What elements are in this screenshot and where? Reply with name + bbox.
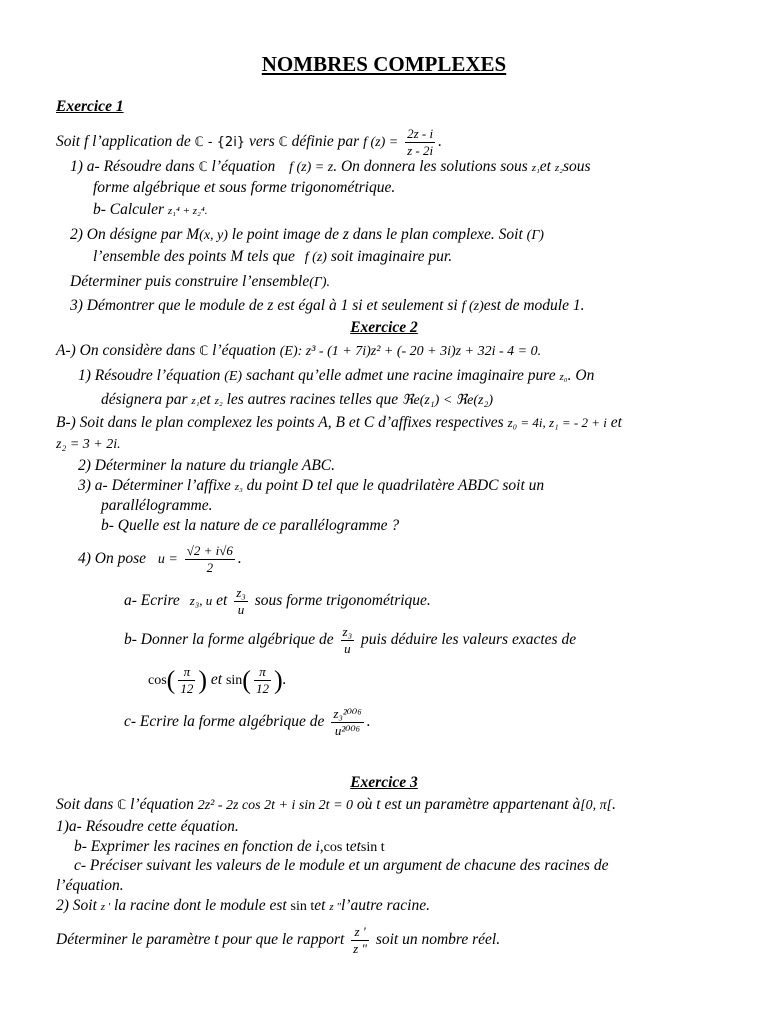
ex1-q2-line3	[70, 272, 330, 293]
math-var: z '	[100, 901, 111, 913]
math-interval: [0, π[	[580, 798, 613, 813]
fraction	[331, 706, 363, 739]
ex3-q1b	[74, 837, 385, 858]
denominator: 12	[180, 681, 194, 696]
math-expr: ℜe(z₁) < ℜe(z₂)	[402, 393, 494, 408]
ex1-q2	[70, 225, 544, 246]
text: et	[314, 897, 326, 914]
text: . On	[567, 367, 595, 384]
fraction	[178, 664, 195, 697]
text: l’équation	[130, 796, 194, 813]
ex2-q4b	[124, 624, 576, 657]
text: et	[199, 391, 211, 408]
numerator: 2z - i	[407, 126, 434, 141]
math-set: ℂ	[278, 135, 288, 151]
text: puis déduire les valeurs exactes de	[361, 631, 577, 649]
math-set: ℂ	[117, 798, 127, 813]
fraction	[185, 543, 235, 576]
fraction	[254, 664, 271, 697]
math-expr: (x, y)	[199, 228, 228, 243]
text: l’ensemble des points M tels que	[93, 248, 295, 265]
math-var: z₂	[214, 395, 223, 407]
fraction	[351, 924, 369, 957]
ex1-intro: Soit f l’application de ℂ - {2i} vers ℂ définie par f (z) = $\frac{2z - i}{z - 2i}$ .	[56, 126, 442, 158]
ex2-q3a	[78, 476, 544, 497]
heading-text: Exercice 3	[350, 774, 418, 791]
ex3-q1a: 1)a- Résoudre cette équation.	[56, 818, 239, 835]
ex1-q1a-line2: forme algébrique et sous forme trigonométrique.	[93, 179, 396, 196]
text: .	[612, 796, 616, 813]
text: soit imaginaire pur.	[330, 248, 453, 265]
text: définie par	[291, 133, 360, 151]
ex2-q4b-line2	[148, 664, 287, 697]
text: 2) On désigne par M	[70, 226, 200, 243]
math-expr: cos t	[323, 840, 350, 855]
ex3-q1c-line2: l’équation.	[56, 877, 124, 894]
text: Soit f l’application de	[56, 133, 191, 151]
math-expr: f (z) =	[363, 135, 399, 151]
math-expr: sin t	[290, 899, 315, 914]
text: sous forme trigonométrique.	[254, 592, 431, 610]
fraction	[405, 126, 435, 159]
ex2-q4c	[124, 706, 371, 739]
text: le point image de z dans le plan complexe. Soit	[231, 226, 523, 243]
exercise-3-heading	[0, 773, 768, 793]
denominator: z - 2i	[407, 143, 434, 158]
ex2-q3b: b- Quelle est la nature de ce parallélogramme ?	[101, 517, 400, 534]
text: 3) Démontrer que le module de z est égal à 1 si et seulement si	[70, 297, 458, 314]
math-expr: z₂ = 3 + 2i.	[56, 437, 121, 452]
ex2-q3a-line2: parallélogramme.	[101, 497, 213, 514]
ex2-A1-line2	[101, 390, 493, 411]
math-expr: (Γ).	[309, 275, 330, 290]
denominator: 12	[255, 681, 269, 696]
ex2-B	[56, 413, 622, 433]
text: l’équation	[212, 342, 276, 359]
math-expr: z₀ = 4i, z₁ = - 2 + i	[507, 415, 607, 430]
math-expr: z₃, u	[189, 593, 213, 609]
text: 2) Soit	[56, 897, 97, 914]
math-expr: u =	[157, 552, 178, 568]
numerator: π	[254, 664, 271, 681]
text: et	[210, 671, 223, 689]
paren: (	[166, 665, 176, 695]
text: vers	[248, 133, 275, 151]
ex3-q1c: c- Préciser suivant les valeurs de le module et un argument de chacune des racines de	[74, 857, 609, 874]
text: la racine dont le module est	[114, 897, 287, 914]
math-expr: sin t	[360, 840, 385, 855]
math-func: sin	[225, 673, 243, 689]
ex2-A	[56, 341, 541, 362]
text: .	[282, 671, 287, 689]
text: b- Donner la forme algébrique de	[124, 631, 334, 649]
math-expr: z₁⁴ + z₂⁴.	[167, 205, 208, 217]
page-title: NOMBRES COMPLEXES	[261, 52, 507, 76]
math-var: z₁	[191, 395, 200, 407]
math-equation: (E): z³ - (1 + 7i)z² + (- 20 + 3i)z + 32i - 4 = 0.	[279, 344, 542, 359]
math-func: cos	[148, 673, 167, 689]
text: .	[237, 550, 242, 568]
ex3-q2	[56, 896, 430, 917]
ex2-B-line2	[56, 434, 121, 455]
math-set: ℂ	[199, 344, 209, 359]
math-set: ℂ	[198, 160, 208, 175]
numerator: z₃	[236, 585, 246, 600]
text: sachant qu’elle admet une racine imaginaire pure	[245, 367, 556, 384]
paren: )	[273, 665, 283, 695]
text: soit un nombre réel.	[375, 931, 501, 949]
ex1-q3	[70, 296, 585, 317]
text: c- Ecrire la forme algébrique de	[124, 713, 325, 731]
heading-text: Exercice 2	[350, 319, 418, 336]
paren: (	[242, 665, 251, 695]
text: 4) On pose	[78, 550, 147, 568]
math-equation: 2z² - 2z cos 2t + i sin 2t = 0	[197, 798, 354, 813]
text: Soit dans	[56, 796, 114, 813]
text: et	[610, 414, 622, 431]
math-var: z₃	[234, 481, 243, 493]
ex3-intro	[56, 795, 616, 816]
math-expr: f (z)	[304, 250, 327, 265]
denominator: u	[344, 641, 351, 656]
text: sous	[562, 158, 591, 175]
ex2-q4	[78, 543, 242, 576]
math-expr: (E)	[224, 369, 243, 384]
denominator: 2	[206, 560, 214, 575]
text: b- Exprimer les racines en fonction de i,	[74, 838, 324, 855]
text: 1) a- Résoudre dans	[70, 158, 195, 175]
exercise-1-heading: Exercice 1	[56, 98, 124, 115]
text: où t est un paramètre appartenant à	[356, 796, 581, 813]
text: .	[366, 713, 371, 731]
ex2-A1	[78, 366, 594, 387]
math-set: ℂ - {2i}	[194, 135, 246, 151]
text: A-) On considère dans	[56, 342, 196, 359]
math-var: z "	[329, 901, 341, 913]
text: 3) a- Déterminer l’affixe	[78, 477, 231, 494]
numerator: z₃	[342, 624, 353, 639]
text: les autres racines telles que	[226, 391, 399, 408]
math-var: z₁	[531, 162, 540, 174]
text: est de module 1.	[483, 297, 585, 314]
paren: )	[198, 665, 208, 695]
text: désignera par	[101, 391, 188, 408]
ex3-q3	[56, 924, 500, 957]
text: B-) Soit dans le plan complexez les points A, B et C d’affixes respectives	[56, 414, 504, 431]
numerator: z '	[351, 924, 369, 941]
text: . On donnera les solutions sous	[333, 158, 528, 175]
math-expr: f (z)	[461, 299, 484, 314]
ex1-q1a	[70, 157, 591, 178]
numerator: √2 + i√6	[186, 543, 233, 558]
math-var: z₀	[559, 371, 568, 383]
numerator: z₃²⁰⁰⁶	[333, 706, 362, 721]
denominator: z "	[353, 941, 367, 956]
numerator: π	[178, 664, 195, 681]
math-expr: f (z) = z	[289, 160, 334, 175]
ex2-q2: 2) Déterminer la nature du triangle ABC.	[78, 457, 336, 474]
text: et	[539, 158, 551, 175]
ex2-q4a	[124, 585, 431, 618]
denominator: u²⁰⁰⁶	[334, 723, 361, 738]
text: du point D tel que le quadrilatère ABDC soit un	[246, 477, 545, 494]
fraction	[234, 585, 248, 618]
denominator: u	[237, 602, 245, 617]
text: Déterminer le paramètre t pour que le rapport	[56, 931, 345, 949]
text: 1) Résoudre l’équation	[78, 367, 221, 384]
exercise-2-heading	[0, 318, 768, 338]
ex1-q1b	[93, 200, 207, 221]
fraction	[341, 624, 355, 657]
text: l’équation	[211, 158, 276, 175]
math-expr: (Γ)	[526, 228, 544, 243]
text: et	[349, 838, 361, 855]
text: b- Calculer	[93, 201, 165, 218]
text: a- Ecrire	[124, 592, 180, 610]
math-var: z₂	[554, 162, 563, 174]
text: et	[216, 592, 228, 610]
ex1-q2-line2	[93, 247, 452, 268]
text: l’autre racine.	[341, 897, 430, 914]
text: Déterminer puis construire l’ensemble	[70, 273, 310, 290]
